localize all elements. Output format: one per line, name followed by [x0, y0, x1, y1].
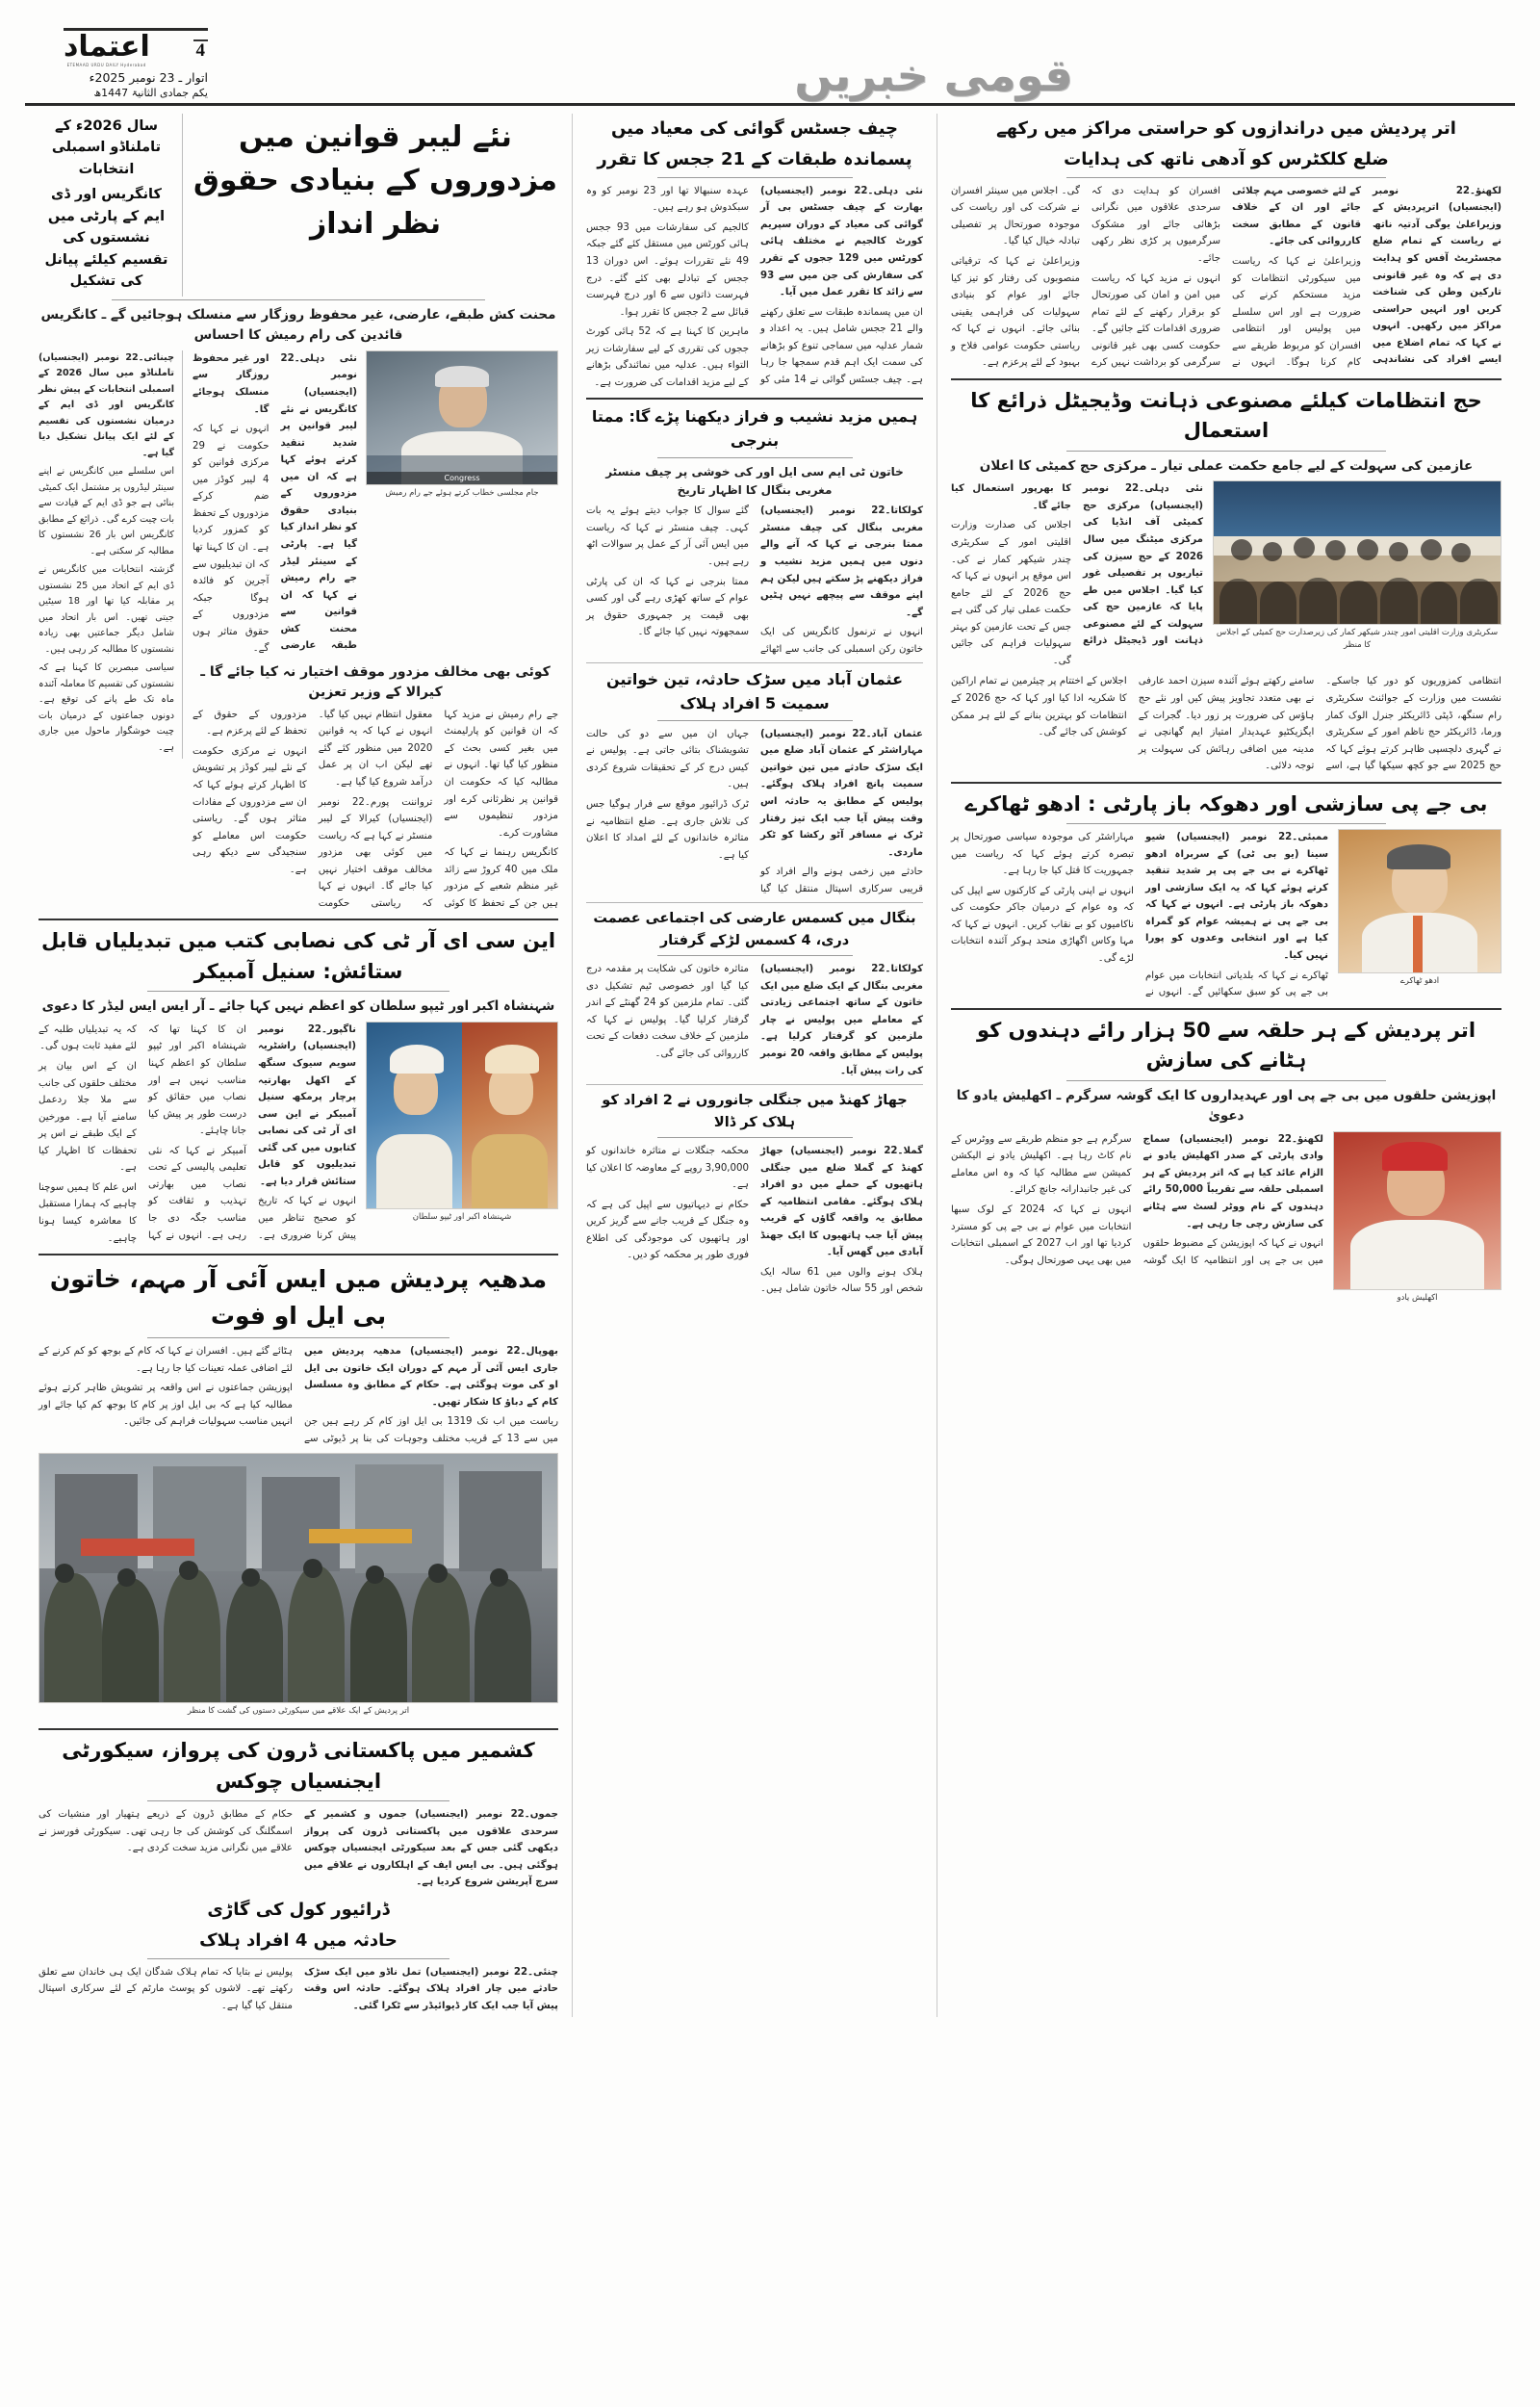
inline-subheadline: کوئی بھی مخالف مزدور موقف اختیار نہ کیا جائے گا ـ کیرالا کے وزیر تعزین: [200, 663, 551, 700]
headline: این سی ای آر ٹی کی نصابی کتب میں تبدیلیاں قابل ستائش: سنیل آمبیکر: [40, 929, 556, 983]
paragraph: جے رام رمیش نے مزید کہا کہ ان قوانین کو پارلیمنٹ میں بغیر کسی بحث کے منظور کیا گیا تھا۔ انہوں نے مطالبہ کیا کہ حکومت ان قوانین پر نظرثانی کرے اور مزدور تنظیموں سے مشاورت کرے۔: [444, 709, 558, 839]
divider: [38, 1254, 558, 1255]
rule: [1066, 177, 1386, 178]
brand-logo: اعتماد: [64, 30, 150, 65]
lead-body: [192, 350, 357, 658]
column-right: [937, 114, 1515, 2017]
article-uddhav-thackeray: [951, 789, 1502, 1001]
headline: اتر پردیش میں دراندازوں کو حراستی مراکز میں رکھے: [996, 118, 1456, 139]
paragraph: ناگپور۔22 نومبر (ایجنسیاں) راشٹریہ سویم سیوک سنگھ کے اکھل بھارتیہ پرچار پرمکھ سنیل آمبیکر نے این سی ای آر ٹی کی نصابی کتابوں میں کی گئی تبدیلیوں کو قابل ستائش قرار دیا ہے۔: [258, 1023, 356, 1187]
paragraph: ترواننت پورم۔22 نومبر (ایجنسیاں) کیرالا کے لیبر منسٹر نے کہا ہے کہ ریاست میں کوئی بھی مزدور مخالف موقف اختیار نہیں کیا جائے گا۔ انہوں نے کہا کہ ریاستی حکومت مزدوروں کے حقوق کے تحفظ کے لئے پرعزم ہے۔: [192, 709, 433, 909]
article-bengal-arrests: [586, 908, 923, 1079]
article-body: [586, 961, 923, 1079]
paragraph: انہوں نے اپنی پارٹی کے کارکنوں سے اپیل کی کہ وہ عوام کے درمیان جاکر حکومت کی ناکامیوں کو بے نقاب کریں۔ انہوں نے کہا کہ مہا وکاس اگھاڑی متحد ہوکر آئندہ انتخابات لڑے گی۔: [951, 885, 1134, 965]
paragraph: اس علم کا ہمیں سوچنا چاہیے کہ ہمارا مستقبل کا معاشرہ کیسا ہونا چاہیے۔: [38, 1181, 137, 1244]
article-body: [586, 726, 923, 897]
article-ncert-textbooks: [38, 926, 558, 1247]
photo-akbar: [462, 1022, 557, 1208]
article-body: [38, 1806, 558, 1891]
brand-tagline: ETEMAAD URDU DAILY Hyderabad: [66, 63, 146, 68]
paragraph: حکام کے مطابق ڈرون کے ذریعے ہتھیار اور منشیات کی اسمگلنگ کی کوشش کی جا رہی تھی۔ سیکورٹی فورسز نے علاقے میں نگرانی مزید سخت کردی ہے۔: [38, 1809, 293, 1854]
photo-caption: جام مجلسی خطاب کرتے ہوئے جے رام رمیش: [385, 487, 539, 498]
brand-block: [25, 28, 208, 103]
headline: بنگال میں کسمس عارضی کی اجتماعی عصمت دری، 4 کسمس لڑکے گرفتار: [593, 911, 916, 948]
paragraph: گملا۔22 نومبر (ایجنسیاں) جھاڑ کھنڈ کے گملا ضلع میں جنگلی ہاتھیوں کے حملے میں دو افراد ہلاک ہوگئے۔ مقامی انتظامیہ کے مطابق یہ واقعہ گاؤں کے قریب پیش آیا جب ہاتھیوں کا ایک جھنڈ آبادی میں گھس آیا۔: [760, 1146, 923, 1258]
date-hijri: یکم جمادی الثانیۃ 1447ھ: [93, 87, 208, 100]
masthead: [25, 17, 1515, 106]
paragraph: کالجیم کی سفارشات میں 93 ججس ہائی کورٹس میں مستقل کئے گئے جبکہ 49 نئے تقررات ہوئے۔ اس دوران 13 ججس کے تبادلے بھی کئے گئے۔ درج فہرست ذاتوں سے 6 اور درج فہرست قبائل سے 2 ججس کا تقرر ہوا۔: [586, 221, 750, 318]
article-body: [38, 1022, 356, 1247]
photo-hajj-committee-meeting: [1213, 480, 1502, 625]
rule: [1066, 451, 1386, 452]
paragraph: جموں۔22 نومبر (ایجنسیاں) جموں و کشمیر کے سرحدی علاقوں میں پاکستانی ڈرون کی پرواز دیکھی گئی جس کے بعد سیکورٹی ایجنسیاں چوکس ہوگئی ہیں۔ بی ایس ایف کے اہلکاروں نے علاقے میں سرچ آپریشن شروع کردیا ہے۔: [304, 1809, 558, 1888]
paragraph: ریاست میں اب تک 1319 بی ایل اوز کام کر رہے ہیں جن میں سے 13 کے قریب مختلف وجوہات کی بنا پر ڈیوٹی سے ہٹائے گئے ہیں۔ افسران نے کہا کہ کام کے بوجھ کو کم کرنے کے لئے اضافی عملہ تعینات کیا جا رہا ہے۔: [38, 1346, 558, 1444]
article-osmanabad-accident: [586, 668, 923, 897]
photo-uddhav-thackeray: [1338, 829, 1502, 973]
article-body: [951, 183, 1502, 372]
paragraph: عثمان آباد۔22 نومبر (ایجنسیاں) مہاراشٹر کے عثمان آباد ضلع میں ایک سڑک حادثے میں تین خواتین سمیت پانچ افراد ہلاک ہوگئے۔ پولیس کے مطابق یہ حادثہ اس وقت پیش آیا جب ایک تیز رفتار ٹرک نے مسافر آٹو رکشا کو ٹکر ماردی۔: [760, 728, 923, 858]
headline: حج انتظامات کیلئے مصنوعی ذہانت وڈیجیٹل ذرائع کا استعمال: [970, 388, 1482, 443]
headline: عثمان آباد میں سڑک حادثہ، تین خواتین سمیت 5 افراد ہلاک: [605, 670, 904, 713]
rule: [657, 720, 853, 721]
divider: [586, 902, 923, 903]
photo-caption: اکھلیش یادو: [1397, 1292, 1438, 1303]
paragraph: پولیس نے بتایا کہ تمام ہلاک شدگان ایک ہی خاندان سے تعلق رکھتے تھے۔ لاشوں کو پوسٹ مارٹم کے لئے سرکاری اسپتال منتقل کیا گیا ہے۔: [38, 1966, 293, 2011]
paragraph: حکام نے دیہاتیوں سے اپیل کی ہے کہ وہ جنگل کے قریب جانے سے گریز کریں اور ہاتھیوں کی موجودگی کی اطلاع فوری طور پر محکمہ کو دیں۔: [586, 1199, 749, 1261]
article-akhilesh-voters: [951, 1016, 1502, 1308]
photo-security-patrol: [38, 1453, 558, 1703]
subheadline: خاتون ٹی ایم سی ایل اور کی خوشی پر چیف منسٹر مغربی بنگال کا اظہار تاریخ: [605, 464, 904, 498]
paragraph: انہوں نے مزید کہا کہ ریاست میں امن و امان کی صورتحال کو برقرار رکھنے کے لئے تمام ضروری اقدامات کئے جائیں گے۔ حکومت کسی بھی غیر قانونی سرگرمی کو برداشت نہیں کرے گی۔ اجلاس میں سینئر افسران نے شرکت کی اور ریاست کی موجودہ صورتحال پر تفصیلی تبادلہ خیال کیا گیا۔: [951, 185, 1220, 369]
paragraph: نئی دہلی۔22 نومبر (ایجنسیاں) بھارت کے چیف جسٹس بی آر گوائی کی معیاد کے دوران سپریم کورٹ کالجیم نے مختلف ہائی کورٹس میں 129 ججوں کے تقرر کی سفارش کی جن میں سے 93 سے زائد کا تقرر عمل میں آیا۔: [760, 185, 923, 298]
paragraph: اس سلسلے میں کانگریس نے اپنے سینئر لیڈروں پر مشتمل ایک کمیٹی بنائی ہے جو ڈی ایم کے قیادت سے بات چیت کرے گی۔ ذرائع کے مطابق کانگریس اس بار 26 نشستوں کا مطالبہ کر سکتی ہے۔: [38, 466, 174, 556]
paragraph: نئی دہلی۔22 نومبر (ایجنسیاں) کانگریس نے نئے لیبر قوانین پر شدید تنقید کرتے ہوئے کہا ہے کہ ان میں مزدوروں کے بنیادی حقوق کو نظر انداز کیا گیا ہے۔ پارٹی کے سینئر لیڈر جے رام رمیش نے کہا کہ ان قوانین سے محنت کش طبقہ عارضی اور غیر محفوظ روزگار سے منسلک ہوجائے گا۔: [192, 352, 357, 652]
paragraph: آمبیکر نے کہا کہ نئی تعلیمی پالیسی کے تحت نصاب میں بھارتی تہذیب و ثقافت کو مناسب جگہ دی جا رہی ہے۔ انہوں نے کہا کہ یہ تبدیلیاں طلبہ کے لئے مفید ثابت ہوں گی۔: [38, 1023, 246, 1241]
lead-headline: نئے لیبر قوانین میں مزدوروں کے بنیادی حقوق نظر انداز: [193, 120, 557, 241]
paragraph: انہوں نے مرکزی حکومت کے نئے لیبر کوڈز پر تشویش کا اظہار کرتے ہوئے کہا کہ ان سے مزدوروں کے مفادات متاثر ہوں گے۔ ریاستی حکومت اس معاملے کو سنجیدگی سے دیکھ رہی ہے۔: [192, 745, 307, 875]
paragraph: گزشتہ انتخابات میں کانگریس نے ڈی ایم کے اتحاد میں 25 نشستوں پر مقابلہ کیا تھا اور 18 سیٹیں جیتی تھیں۔ اس بار اتحاد میں شامل دیگر جماعتیں بھی زیادہ نشستوں کا مطالبہ کر رہی ہیں۔: [38, 564, 175, 655]
photo-jairam-ramesh: [366, 350, 558, 485]
paragraph: لکھنؤ۔22 نومبر (ایجنسیاں) اترپردیش کے وزیراعلیٰ یوگی آدتیہ ناتھ نے ریاست کے تمام ضلع مجسٹریٹ آفس کو ہدایت دی ہے کہ وہ غیر قانونی تارکین وطن کی شناخت کریں اور انہیں حراستی مراکز میں رکھیں۔ انہوں نے کہا کہ تمام اضلاع میں ایسے افراد کی نشاندہی کے لئے خصوصی مہم چلائی جائے اور ان کے خلاف قانون کے مطابق سخت کارروائی کی جائے۔: [1232, 185, 1502, 366]
headline-line2: پسماندہ طبقات کے 21 ججس کا تقرر: [597, 148, 912, 169]
headline: ڈرائیور کول کی گاڑی: [207, 1899, 390, 1920]
headline-line2: ضلع کلکٹرس کو آدھی ناتھ کی ہدایات: [1064, 148, 1389, 169]
rule: [657, 1137, 853, 1138]
headline: بی جے پی سازشی اور دھوکہ باز پارٹی : ادھو ٹھاکرے: [964, 791, 1488, 815]
paragraph: ٹھاکرے نے کہا کہ بلدیاتی انتخابات میں عوام بی جے پی کو سبق سکھائیں گے۔ انہوں نے مہاراشٹر کی موجودہ سیاسی صورتحال پر تبصرہ کرتے ہوئے کہا کہ ریاست میں جمہوریت کا قتل کیا جا رہا ہے۔: [951, 832, 1328, 998]
paragraph: انہوں نے کہا کہ اپوزیشن کے مضبوط حلقوں میں بی جے پی اور انتظامیہ کا ایک گوشہ سرگرم ہے جو منظم طریقے سے ووٹرس کے نام کاٹ رہا ہے۔ اکھلیش یادو نے الیکشن کمیشن سے مطالبہ کیا کہ وہ اس معاملے کی غیر جانبدارانہ جانچ کرائے۔: [951, 1133, 1323, 1266]
page-number: 4: [193, 39, 209, 61]
headline: کشمیر میں پاکستانی ڈرون کی پرواز، سیکورٹی ایجنسیاں چوکس: [62, 1739, 535, 1793]
rule: [657, 177, 853, 178]
rule: [657, 457, 853, 458]
headline: چیف جسٹس گوائی کی معیاد میں: [610, 118, 899, 139]
photo-overlay-caption: Congress: [367, 472, 557, 484]
article-body: [951, 829, 1328, 1000]
photo-caption: شہنشاہ اکبر اور ٹیپو سلطان: [412, 1211, 512, 1222]
article-body: [586, 1143, 923, 1298]
divider: [586, 398, 923, 400]
divider: [38, 919, 558, 920]
photo-akhilesh-yadav: [1333, 1131, 1502, 1290]
rule: [1066, 1080, 1386, 1081]
photo-akbar-tipu-sultan: [366, 1022, 558, 1209]
divider: [951, 782, 1502, 784]
section-banner: قومی خبریں: [794, 49, 1073, 101]
paragraph: کانگریس رہنما نے کہا کہ ملک میں 40 کروڑ سے زائد غیر منظم شعبے کے مزدور ہیں جن کے تحفظ کا کوئی معقول انتظام نہیں کیا گیا۔ انہوں نے کہا کہ یہ قوانین 2020 میں منظور کئے گئے تھے لیکن اب ان پر عمل درآمد شروع کیا گیا ہے۔: [318, 709, 558, 909]
article-kashmir-drone: [38, 1736, 558, 1891]
headline: جھاڑ کھنڈ میں جنگلی جانوروں نے 2 افراد کو ہلاک کر ڈالا: [602, 1093, 908, 1130]
paragraph: ماہرین کا کہنا ہے کہ 52 ہائی کورٹ ججوں کی تقرری کے لیے سفارشات زیر التواء ہیں۔ عدلیہ میں نمائندگی بڑھانے کے لیے مزید اقدامات کی ضرورت ہے۔: [586, 326, 749, 388]
rule: [147, 991, 449, 992]
divider: [951, 1008, 1502, 1010]
paragraph: انہوں نے کہا کہ حکومت نے 29 مرکزی قوانین کو 4 لیبر کوڈز میں ضم کرکے مزدوروں کے تحفظ کو کمزور کردیا ہے۔ ان کا کہنا تھا کہ ان تبدیلیوں سے آجرین کو فائدہ ہوگا جبکہ مزدوروں کے حقوق متاثر ہوں گے۔: [192, 424, 270, 655]
subheadline: عازمین کی سہولت کے لیے جامع حکمت عملی تیار ـ مرکزی حج کمیٹی کا اعلان: [979, 457, 1474, 474]
paragraph: اجلاس کی صدارت وزارت اقلیتی امور کے سکریٹری چندر شیکھر کمار نے کی۔ اس موقع پر انہوں نے کہا کہ حج 2026 کے لئے جامع حکمت عملی تیار کی گئی ہے جس کے تحت عازمین کو بہتر سہولیات فراہم کی جائیں گی۔: [951, 520, 1071, 666]
headline-line2: حادثہ میں 4 افراد ہلاک: [199, 1929, 398, 1951]
headline: مدھیہ پردیش میں ایس آئی آر مہم، خاتون بی ایل او فوت: [49, 1265, 548, 1330]
subheadline: شہنشاہ اکبر اور ٹیپو سلطان کو اعظم نہیں کہا جائے ـ آر ایس ایس لیڈر کا دعوی: [41, 998, 555, 1015]
paragraph: اپوزیشن جماعتوں نے اس واقعہ پر تشویش ظاہر کرتے ہوئے مطالبہ کیا ہے کہ بی ایل اوز پر کام کا بوجھ کم کیا جائے اور انہیں مناسب سہولیات فراہم کی جائیں۔: [38, 1383, 293, 1428]
article-body: [586, 503, 923, 658]
paragraph: ممبئی۔22 نومبر (ایجنسیاں) شیو سینا (یو بی ٹی) کے سربراہ ادھو ٹھاکرے نے بی جے پی پر شدید تنقید کرتے ہوئے کہا کہ یہ ایک سازشی اور دھوکہ باز پارٹی ہے۔ انہوں نے کہا کہ بی جے پی نے ہمیشہ عوام کو گمراہ کیا ہے اور انتخابی وعدوں کو پورا نہیں کیا۔: [1145, 832, 1328, 962]
rule: [147, 1337, 449, 1338]
subheadline: اپوزیشن حلقوں میں بی جے پی اور عہدیداروں کا ایک گوشہ سرگرم ـ اکھلیش یادو کا دعویٰ: [956, 1087, 1497, 1125]
article-mp-sir-blo: [38, 1261, 558, 1721]
masthead-date: [64, 70, 208, 101]
paragraph: انتظامی کمزوریوں کو دور کیا جاسکے۔ نشست میں وزارت کے جوائنٹ سکریٹری رام سنگھ، ڈپٹی ڈائریکٹر جنرل الوک کمار ورما، ڈائریکٹر حج ناظم امور کے سکریٹری نے گہری دلچسپی ظاہر کرتے ہوئے کہا کہ حج 2025 سے جو کچھ سیکھا گیا ہے، اسے سامنے رکھتے ہوئے آئندہ سیزن احمد عارفی نے بھی متعدد تجاویز پیش کیں اور نئے حج ہاؤس کی ضرورت پر زور دیا۔ گجرات کے ایگزیکٹیو عہدیدار امتیاز ایم گھانچی نے مدینہ میں اضافی رہائش کی سہولت پر توجہ دلائی۔: [1138, 676, 1502, 772]
divider: [951, 378, 1502, 380]
paragraph: متاثرہ خاتون کی شکایت پر مقدمہ درج کیا گیا اور خصوصی ٹیم تشکیل دی گئی۔ تمام ملزمین کو 24 گھنٹے کے اندر گرفتار کرلیا گیا۔ پولیس نے کہا کہ ملزمین کے خلاف سخت دفعات کے تحت کارروائی کی جائے گی۔: [586, 964, 750, 1059]
brand-top-row: [64, 28, 208, 67]
article-body-top: [951, 480, 1203, 669]
rule: [1066, 823, 1386, 824]
rule: [657, 955, 853, 956]
column-middle: [572, 114, 937, 2017]
photo-tipu-sultan: [367, 1022, 462, 1208]
divider: [586, 662, 923, 663]
article-mamata-banerjee: [586, 405, 923, 658]
paragraph: لکھنؤ۔22 نومبر (ایجنسیاں) سماج وادی پارٹی کے صدر اکھلیش یادو نے الزام عائد کیا ہے کہ اتر پردیش کے ہر اسمبلی حلقہ سے تقریباً 50,000 رائے دہندوں کے نام ووٹر لسٹ سے ہٹانے کی سازش رچی جا رہی ہے۔: [1142, 1133, 1324, 1229]
paragraph: انہوں نے ترنمول کانگریس کی ایک خاتون رکن اسمبلی کی جانب سے اٹھائے گئے سوال کا جواب دیتے ہوئے یہ بات کہی۔ چیف منسٹر نے کہا کہ ریاست میں ایس آئی آر کے عمل پر سوالات اٹھ رہے ہیں۔: [586, 505, 923, 655]
paragraph: وزیراعلیٰ نے کہا کہ ترقیاتی منصوبوں کی رفتار کو تیز کیا جائے اور عوام کو بنیادی سہولیات کی فراہمی یقینی بنائی جائے۔ انہوں نے کہا کہ ریاستی حکومت عوامی فلاح و بہبود کے لئے پرعزم ہے۔: [951, 255, 1080, 369]
paragraph: چینائی۔22 نومبر (ایجنسیاں) تاملناڈو میں سال 2026 کے اسمبلی انتخابات کے پیش نظر کانگریس اور ڈی ایم کے درمیان نشستوں کی تقسیم کے لئے ایک پیانل تشکیل دیا گیا ہے۔: [38, 351, 174, 458]
paragraph: ہلاک ہونے والوں میں 61 سالہ ایک شخص اور 55 سالہ خاتون شامل ہیں۔ محکمہ جنگلات نے متاثرہ خاندانوں کو 3,90,000 روپے کے معاوضہ کا اعلان کیا ہے۔: [586, 1146, 923, 1295]
column-left: [25, 114, 572, 2017]
paragraph: سیاسی مبصرین کا کہنا ہے کہ نشستوں کی تقسیم کا معاملہ آئندہ ماہ تک طے پانے کی توقع ہے۔ دونوں جماعتوں کے درمیان بات چیت خوشگوار ماحول میں جاری ہے۔: [38, 662, 174, 753]
photo-caption: ادھو ٹھاکرے: [1399, 976, 1440, 987]
article-body: [38, 1964, 558, 2018]
rule: [147, 1958, 449, 1959]
paragraph: انہوں نے کہا کہ تاریخ کو صحیح تناظر میں پیش کرنا ضروری ہے۔ ان کا کہنا تھا کہ شہنشاہ اکبر اور ٹیپو سلطان کو اعظم کہنا مناسب نہیں ہے اور نصاب میں حقائق کو درست طور پر پیش کیا جانا چاہئے۔: [148, 1023, 356, 1241]
article-driver-accident: [38, 1897, 558, 2017]
divider: [586, 1084, 923, 1085]
paragraph: ممتا بنرجی نے کہا کہ ان کی پارٹی عوام کے ساتھ کھڑی رہے گی اور کسی بھی قیمت پر جمہوری حقوق پر سمجھوتہ نہیں کیا جائے گا۔: [586, 576, 749, 638]
paragraph: ان میں پسماندہ طبقات سے تعلق رکھنے والے 21 ججس شامل ہیں۔ یہ اعداد و شمار عدلیہ میں سماجی تنوع کو بڑھانے کی سمت ایک اہم قدم سمجھا جا رہا ہے۔ چیف جسٹس گوائی نے 14 مئی کو عہدہ سنبھالا تھا اور 23 نومبر کو وہ سبکدوش ہو رہے ہیں۔: [586, 185, 923, 385]
paragraph: چنئی۔22 نومبر (ایجنسیاں) تمل ناڈو میں ایک سڑک حادثے میں چار افراد ہلاک ہوگئے۔ حادثہ اس وقت پیش آیا جب ایک کار ڈیوائیڈر سے ٹکرا گئی۔: [304, 1966, 558, 2011]
paragraph: نئی دہلی۔22 نومبر (ایجنسیاں) مرکزی حج کمیٹی آف انڈیا کی مرکزی میٹنگ میں سال 2026 کے حج سیزن کی تیاریوں پر تفصیلی غور کیا گیا۔ اجلاس میں طے پایا کہ عازمین حج کی سہولت کے لئے مصنوعی ذہانت اور ڈیجیٹل ذرائع کا بھرپور استعمال کیا جائے گا۔: [951, 483, 1203, 647]
date-gregorian: اتوار ـ 23 نومبر 2025ء: [89, 70, 208, 86]
article-up-detention: [951, 116, 1502, 372]
paragraph: بھوپال۔22 نومبر (ایجنسیاں) مدھیہ پردیش میں جاری ایس آئی آر مہم کے دوران ایک خاتون بی ایل او کی موت ہوگئی ہے۔ حکام کے مطابق وہ مسلسل کام کے دباؤ کا شکار تھیں۔: [304, 1346, 558, 1408]
article-cji-gavai: [586, 116, 923, 391]
rule: [147, 1800, 449, 1801]
page-content: [25, 114, 1515, 2017]
divider: [38, 1728, 558, 1730]
photo-caption: اتر پردیش کے ایک علاقے میں سیکورٹی دستوں کی گشت کا منظر: [187, 1706, 410, 1717]
article-jharkhand-wild-animals: [586, 1090, 923, 1298]
headline: اتر پردیش کے ہر حلقہ سے 50 ہزار رائے دہندوں کو ہٹانے کی سازش: [976, 1018, 1476, 1073]
paragraph: حادثے میں زخمی ہونے والے افراد کو قریبی سرکاری اسپتال منتقل کیا گیا جہاں ان میں سے دو کی حالت تشویشناک بتائی جاتی ہے۔ پولیس نے کیس درج کر کے تحقیقات شروع کردی ہیں۔: [586, 728, 923, 894]
rule: [112, 299, 486, 300]
article-hajj-ai: [951, 386, 1502, 775]
article-body: [951, 1131, 1323, 1271]
headline: ہمیں مزید نشیب و فراز دیکھنا پڑے گا: ممتا بنرجی: [591, 407, 918, 451]
headline: سال 2026ء کے تاملناڈو اسمبلی انتخابات: [51, 118, 162, 177]
paragraph: کولکاتا۔22 نومبر (ایجنسیاں) مغربی بنگال کی چیف منسٹر ممتا بنرجی نے کہا کہ آنے والے دنوں میں ہمیں مزید نشیب و فراز دیکھنے پڑ سکتے ہیں لیکن ہم اپنے موقف سے پیچھے نہیں ہٹیں گے۔: [760, 505, 923, 618]
article-body: [586, 183, 923, 392]
paragraph: وزیراعلیٰ نے کہا کہ ریاست میں سیکورٹی انتظامات کو مزید مستحکم کرنے کی ضرورت ہے اور اس سلسلے میں پولیس اور انتظامی افسران کو مربوط طریقے سے کام کرنا ہوگا۔ انہوں نے افسران کو ہدایت دی کہ سرحدی علاقوں میں نگرانی بڑھائی جائے اور مشکوک سرگرمیوں پر کڑی نظر رکھی جائے۔: [1091, 185, 1361, 369]
paragraph: ان کے اس بیان پر مختلف حلقوں کی جانب سے ملا جلا ردعمل سامنے آیا ہے۔ مورخین کے ایک طبقے نے اس پر تحفظات کا اظہار کیا ہے۔: [38, 1061, 137, 1174]
photo-caption: سکریٹری وزارت اقلیتی امور چندر شیکھر کمار کی زیرصدارت حج کمیٹی کے اجلاس کا منظر: [1216, 628, 1499, 651]
paragraph: اجلاس کے اختتام پر چیئرمین نے تمام اراکین کا شکریہ ادا کیا اور کہا کہ حج 2026 کے انتظامات کو بہترین بنانے کے لئے ہر ممکن کوشش کی جائے گی۔: [951, 676, 1127, 738]
article-body-bottom: [951, 673, 1502, 774]
lead-subheadline: محنت کش طبقے، عارضی، غیر محفوظ روزگار سے منسلک ہوجائیں گے ـ کانگریس قائدین کی رام رمیش کا احساس: [40, 306, 556, 344]
paragraph: ٹرک ڈرائیور موقع سے فرار ہوگیا جس کی تلاش جاری ہے۔ ضلع انتظامیہ نے متاثرہ خاندانوں کے لئے امداد کا اعلان کیا ہے۔: [586, 799, 749, 861]
article-body-tamilnadu: [38, 350, 174, 760]
article-body: [38, 1343, 558, 1447]
lead-body-continued: [192, 707, 558, 913]
paragraph: کولکاتا۔22 نومبر (ایجنسیاں) مغربی بنگال کے ایک ضلع میں ایک خاتون کے ساتھ اجتماعی زیادتی کے معاملے میں پولیس نے چار ملزمین کو گرفتار کرلیا ہے۔ پولیس کے مطابق واقعہ 20 نومبر کی رات پیش آیا۔: [760, 964, 923, 1076]
paragraph: انہوں نے کہا کہ 2024 کے لوک سبھا انتخابات میں عوام نے بی جے پی کو مسترد کردیا تھا اور اب 2027 کے اسمبلی انتخابات میں بھی یہی صورتحال ہوگی۔: [951, 1204, 1132, 1266]
headline-line2: کانگریس اور ڈی ایم کے پارٹی میں نشستوں کی تقسیم کیلئے پیانل کی تشکیل: [44, 187, 168, 290]
